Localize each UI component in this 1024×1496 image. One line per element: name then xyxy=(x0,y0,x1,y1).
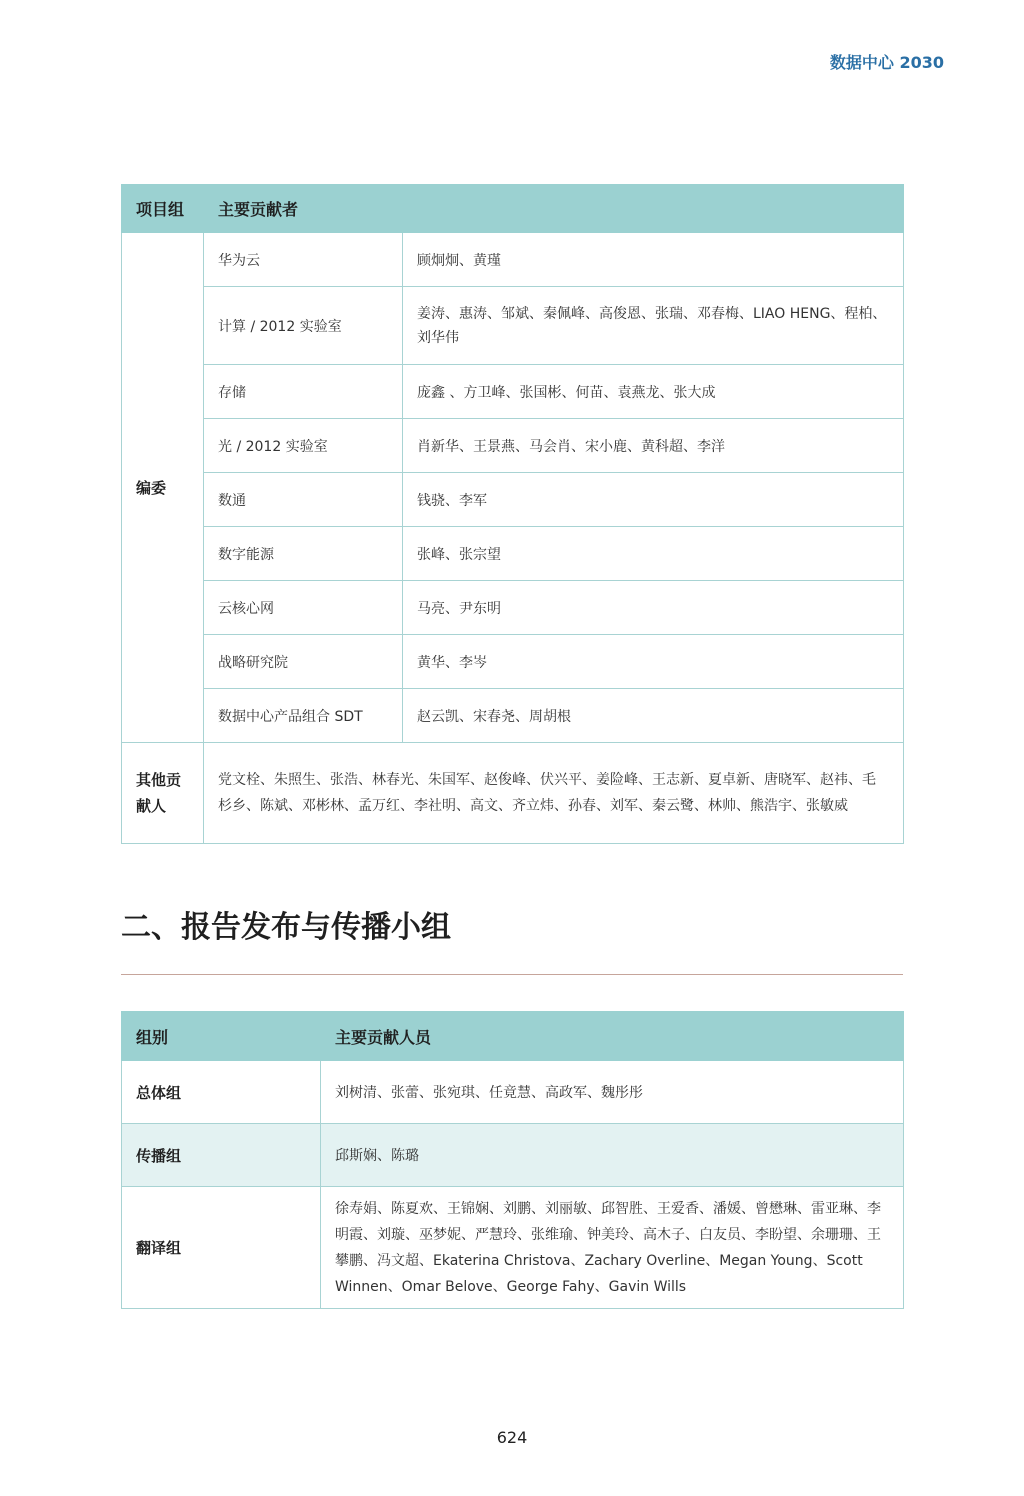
table-row xyxy=(122,233,904,287)
names-cell: 黄华、李岑 xyxy=(403,635,904,689)
publication-team-table xyxy=(121,1011,904,1309)
table-row xyxy=(122,581,904,635)
section-title: 二、报告发布与传播小组 xyxy=(121,910,451,945)
table-row xyxy=(122,419,904,473)
table-header-row xyxy=(122,1012,904,1061)
table-row xyxy=(122,365,904,419)
names-cell: 肖新华、王景燕、马会肖、宋小鹿、黄科超、李洋 xyxy=(403,419,904,473)
group-cell: 数字能源 xyxy=(204,527,403,581)
column-header-main-members: 主要贡献人员 xyxy=(321,1012,904,1061)
group-cell: 存储 xyxy=(204,365,403,419)
group-cell: 数据中心产品组合 SDT xyxy=(204,689,403,743)
table-row xyxy=(122,473,904,527)
group-cell: 翻译组 xyxy=(122,1187,321,1309)
names-cell: 刘树清、张蕾、张宛琪、任竟慧、高政军、魏彤彤 xyxy=(321,1061,904,1124)
group-cell: 数通 xyxy=(204,473,403,527)
group-cell: 战略研究院 xyxy=(204,635,403,689)
names-cell: 庞鑫 、方卫峰、张国彬、何苗、袁燕龙、张大成 xyxy=(403,365,904,419)
table-header-row xyxy=(122,185,904,233)
names-cell: 徐寿娟、陈夏欢、王锦娴、刘鹏、刘丽敏、邱智胜、王爱香、潘媛、曾懋琳、雷亚琳、李明霞、刘璇、巫梦妮、严慧玲、张维瑜、钟美玲、高木子、白友员、李盼望、余珊珊、王攀鹏、冯文超、Ekaterina Christova、Zachary Overline、Megan Young、Scott Winnen、Omar Belove、George Fahy、Gavin Wills xyxy=(321,1187,904,1309)
table-row xyxy=(122,287,904,365)
page-number: 624 xyxy=(496,1428,528,1447)
names-cell: 马亮、尹东明 xyxy=(403,581,904,635)
table-row xyxy=(122,1061,904,1124)
group-cell: 计算 / 2012 实验室 xyxy=(204,287,403,365)
group-cell: 总体组 xyxy=(122,1061,321,1124)
names-cell: 姜涛、惠涛、邹斌、秦佩峰、高俊恩、张瑞、邓春梅、LIAO HENG、程柏、刘华伟 xyxy=(403,287,904,365)
names-cell: 邱斯娴、陈璐 xyxy=(321,1124,904,1187)
group-cell: 华为云 xyxy=(204,233,403,287)
editorial-label: 编委 xyxy=(122,233,204,743)
header-title: 数据中心 2030 xyxy=(829,53,944,72)
editorial-contributors-table xyxy=(121,184,904,844)
section-divider xyxy=(121,974,903,975)
table-row xyxy=(122,1187,904,1309)
names-cell: 赵云凯、宋春尧、周胡根 xyxy=(403,689,904,743)
names-cell: 钱骁、李军 xyxy=(403,473,904,527)
column-header-project-group: 项目组 xyxy=(122,185,204,233)
table-row xyxy=(122,635,904,689)
table-row xyxy=(122,527,904,581)
group-cell: 云核心网 xyxy=(204,581,403,635)
group-cell: 光 / 2012 实验室 xyxy=(204,419,403,473)
other-contributors-label: 其他贡献人 xyxy=(122,743,204,844)
table-row xyxy=(122,1124,904,1187)
table-row xyxy=(122,689,904,743)
group-cell: 传播组 xyxy=(122,1124,321,1187)
other-contributors-row xyxy=(122,743,904,844)
column-header-group: 组别 xyxy=(122,1012,321,1061)
column-header-main-contributors: 主要贡献者 xyxy=(204,185,904,233)
names-cell: 张峰、张宗望 xyxy=(403,527,904,581)
names-cell: 顾炯炯、黄瑾 xyxy=(403,233,904,287)
other-contributors-names: 党文栓、朱照生、张浩、林春光、朱国军、赵俊峰、伏兴平、姜险峰、王志新、夏卓新、唐晓军、赵祎、毛杉乡、陈斌、邓彬林、孟万红、李社明、高文、齐立炜、孙春、刘军、秦云鹭、林帅、熊浩宇、张敏威 xyxy=(204,743,904,844)
